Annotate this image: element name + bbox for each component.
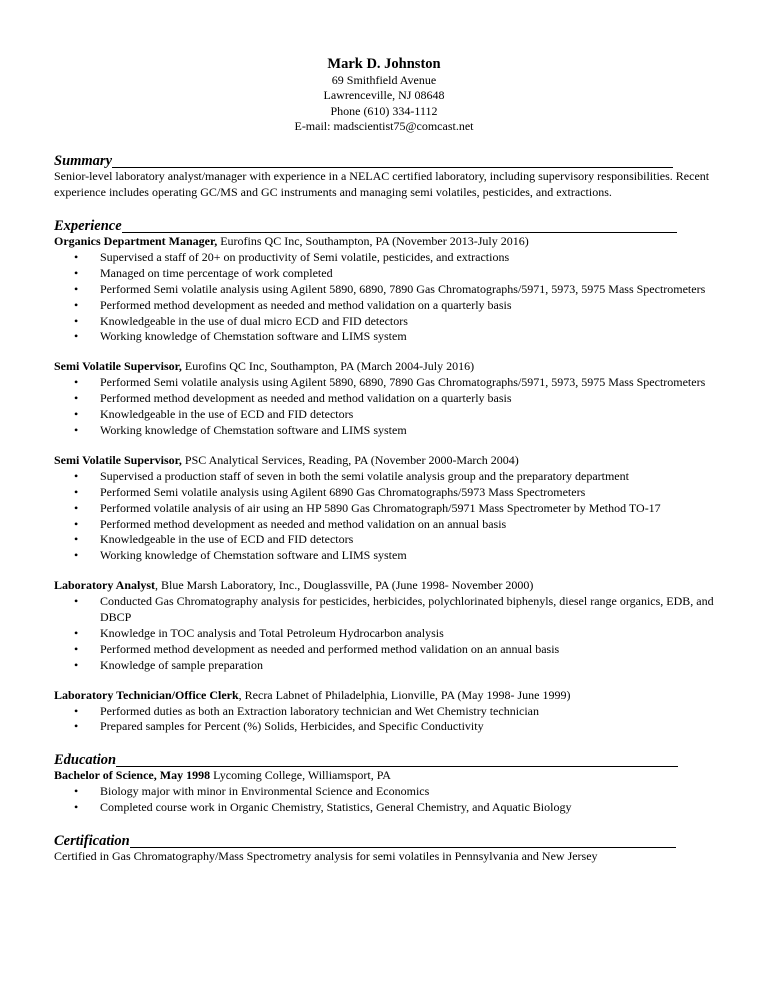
bullet-icon: • [74, 657, 79, 672]
job-bullets [54, 704, 714, 736]
bullet-icon: • [74, 548, 79, 563]
bullet-icon: • [74, 407, 79, 422]
bullet-icon: • [74, 703, 79, 718]
bullet-text: Completed course work in Organic Chemistry, Statistics, General Chemistry, and Aquatic Biology [100, 800, 572, 815]
bullet-text: Prepared samples for Percent (%) Solids, Herbicides, and Specific Conductivity [100, 719, 484, 734]
job-role: Semi Volatile Supervisor, [54, 452, 182, 467]
list-item [54, 594, 720, 626]
list-item [54, 501, 720, 517]
bullet-icon: • [74, 516, 79, 531]
education-heading [54, 751, 714, 768]
section-rule [112, 167, 673, 168]
experience-heading [54, 217, 714, 234]
bullet-text: Supervised a production staff of seven in both the semi volatile analysis group and the preparatory department [100, 468, 629, 483]
job-entry [54, 359, 714, 439]
bullet-icon: • [74, 468, 79, 483]
list-item [54, 391, 720, 407]
bullet-icon: • [74, 594, 79, 609]
list-item [54, 658, 720, 674]
list-item [54, 642, 720, 658]
bullet-icon: • [74, 375, 79, 390]
bullet-text: Performed method development as needed and method validation on an annual basis [100, 516, 507, 531]
job-entry [54, 578, 714, 673]
bullet-icon: • [74, 265, 79, 280]
list-item [54, 800, 720, 816]
section-rule [116, 766, 678, 767]
bullet-icon: • [74, 484, 79, 499]
bullet-icon: • [74, 313, 79, 328]
job-entry [54, 688, 714, 736]
list-item [54, 532, 720, 548]
candidate-name: Mark D. Johnston [327, 56, 441, 72]
address-line: 69 Smithfield Avenue [331, 73, 437, 87]
summary-heading [54, 152, 714, 169]
bullet-text: Knowledgeable in the use of dual micro ECD and FID detectors [100, 313, 408, 328]
list-item [54, 407, 720, 423]
bullet-icon: • [74, 800, 79, 815]
bullet-text: Knowledgeable in the use of ECD and FID detectors [100, 407, 354, 422]
list-item [54, 626, 720, 642]
experience-title: Experience [54, 218, 122, 234]
job-bullets [54, 469, 714, 564]
certification-heading [54, 832, 714, 849]
bullet-text: Working knowledge of Chemstation software and LIMS system [100, 548, 407, 563]
bullet-text: Performed volatile analysis of air using an HP 5890 Gas Chromatograph/5971 Mass Spectrometer by Method TO-17 [100, 500, 661, 515]
bullet-icon: • [74, 784, 79, 799]
bullet-text: Performed Semi volatile analysis using Agilent 5890, 6890, 7890 Gas Chromatographs/5971, 5973, 5975 Mass Spectrometers [100, 375, 706, 390]
list-item [54, 517, 720, 533]
bullet-text: Supervised a staff of 20+ on productivity of Semi volatile, pesticides, and extractions [100, 249, 510, 264]
list-item [54, 704, 720, 720]
phone-line: Phone (610) 334-1112 [330, 103, 438, 118]
bullet-text: Performed method development as needed and method validation on a quarterly basis [100, 391, 512, 406]
education-bullets [54, 784, 714, 816]
job-role: Organics Department Manager, [54, 234, 218, 248]
job-bullets [54, 594, 714, 674]
list-item [54, 282, 720, 298]
list-item [54, 719, 720, 735]
city-line: Lawrenceville, NJ 08648 [323, 88, 445, 103]
summary-text: Senior-level laboratory analyst/manager with experience in a NELAC certified laboratory, including supervisory responsibilities. Recent experience includes operating GC/MS and GC instruments and managing semi volatiles, pesticides, and extractions. [54, 169, 710, 200]
list-item [54, 266, 720, 282]
experience-list [54, 234, 714, 735]
job-detail: , Recra Labnet of Philadelphia, Lionville, PA (May 1998- June 1999) [238, 687, 571, 702]
job-bullets [54, 250, 714, 345]
school: Lycoming College, Williamsport, PA [210, 768, 391, 783]
section-rule [130, 847, 676, 848]
list-item [54, 423, 720, 439]
bullet-icon: • [74, 625, 79, 640]
bullet-icon: • [74, 641, 79, 656]
bullet-icon: • [74, 500, 79, 515]
bullet-icon: • [74, 391, 79, 406]
job-title-line [54, 234, 714, 250]
job-title-line [54, 688, 714, 704]
job-detail: PSC Analytical Services, Reading, PA (November 2000-March 2004) [181, 452, 519, 467]
section-rule [122, 232, 677, 233]
job-title-line [54, 578, 714, 594]
list-item [54, 548, 720, 564]
bullet-text: Managed on time percentage of work completed [100, 265, 333, 280]
list-item [54, 314, 720, 330]
job-detail: Eurofins QC Inc, Southampton, PA (November 2013-July 2016) [217, 234, 529, 248]
bullet-text: Performed method development as needed and performed method validation on an annual basis [100, 641, 560, 656]
email-line: E-mail: madscientist75@comcast.net [294, 118, 474, 133]
bullet-icon: • [74, 422, 79, 437]
bullet-icon: • [74, 281, 79, 296]
certification-text: Certified in Gas Chromatography/Mass Spectrometry analysis for semi volatiles in Pennsylvania and New Jersey [54, 849, 598, 864]
bullet-text: Performed Semi volatile analysis using Agilent 5890, 6890, 7890 Gas Chromatographs/5971, 5973, 5975 Mass Spectrometers [100, 281, 706, 296]
bullet-icon: • [74, 532, 79, 547]
bullet-text: Performed method development as needed and method validation on a quarterly basis [100, 297, 512, 312]
bullet-text: Conducted Gas Chromatography analysis for pesticides, herbicides, polychlorinated biphenyls, diesel range organics, EDB, and DBCP [100, 594, 714, 625]
job-detail: Eurofins QC Inc, Southampton, PA (March 2004-July 2016) [181, 359, 475, 374]
degree: Bachelor of Science, May 1998 [54, 768, 211, 783]
list-item [54, 485, 720, 501]
list-item [54, 469, 720, 485]
bullet-text: Performed Semi volatile analysis using Agilent 6890 Gas Chromatographs/5973 Mass Spectrometers [100, 484, 586, 499]
list-item [54, 329, 720, 345]
job-bullets [54, 375, 714, 439]
resume-header [54, 56, 714, 134]
bullet-icon: • [74, 297, 79, 312]
job-entry [54, 453, 714, 564]
bullet-text: Working knowledge of Chemstation software and LIMS system [100, 329, 407, 344]
education-title: Education [54, 752, 117, 769]
bullet-text: Knowledge of sample preparation [100, 657, 263, 672]
resume-page [54, 56, 714, 865]
job-role: Laboratory Analyst [54, 578, 156, 593]
bullet-text: Knowledge in TOC analysis and Total Petroleum Hydrocarbon analysis [100, 625, 444, 640]
bullet-icon: • [74, 719, 79, 734]
job-title-line [54, 359, 714, 375]
bullet-icon: • [74, 249, 79, 264]
job-role: Semi Volatile Supervisor, [54, 359, 182, 374]
bullet-text: Working knowledge of Chemstation software and LIMS system [100, 422, 407, 437]
bullet-text: Performed duties as both an Extraction laboratory technician and Wet Chemistry technician [100, 703, 540, 718]
bullet-text: Knowledgeable in the use of ECD and FID detectors [100, 532, 354, 547]
certification-title: Certification [54, 833, 130, 850]
summary-title: Summary [54, 153, 113, 170]
job-title-line [54, 453, 714, 469]
list-item [54, 298, 720, 314]
job-detail: , Blue Marsh Laboratory, Inc., Douglassville, PA (June 1998- November 2000) [155, 578, 534, 593]
job-entry [54, 234, 714, 345]
bullet-icon: • [74, 329, 79, 344]
job-role: Laboratory Technician/Office Clerk [54, 687, 239, 702]
bullet-text: Biology major with minor in Environmental Science and Economics [100, 784, 430, 799]
education-degree-line [54, 768, 714, 784]
list-item [54, 784, 720, 800]
list-item [54, 375, 720, 391]
list-item [54, 250, 720, 266]
